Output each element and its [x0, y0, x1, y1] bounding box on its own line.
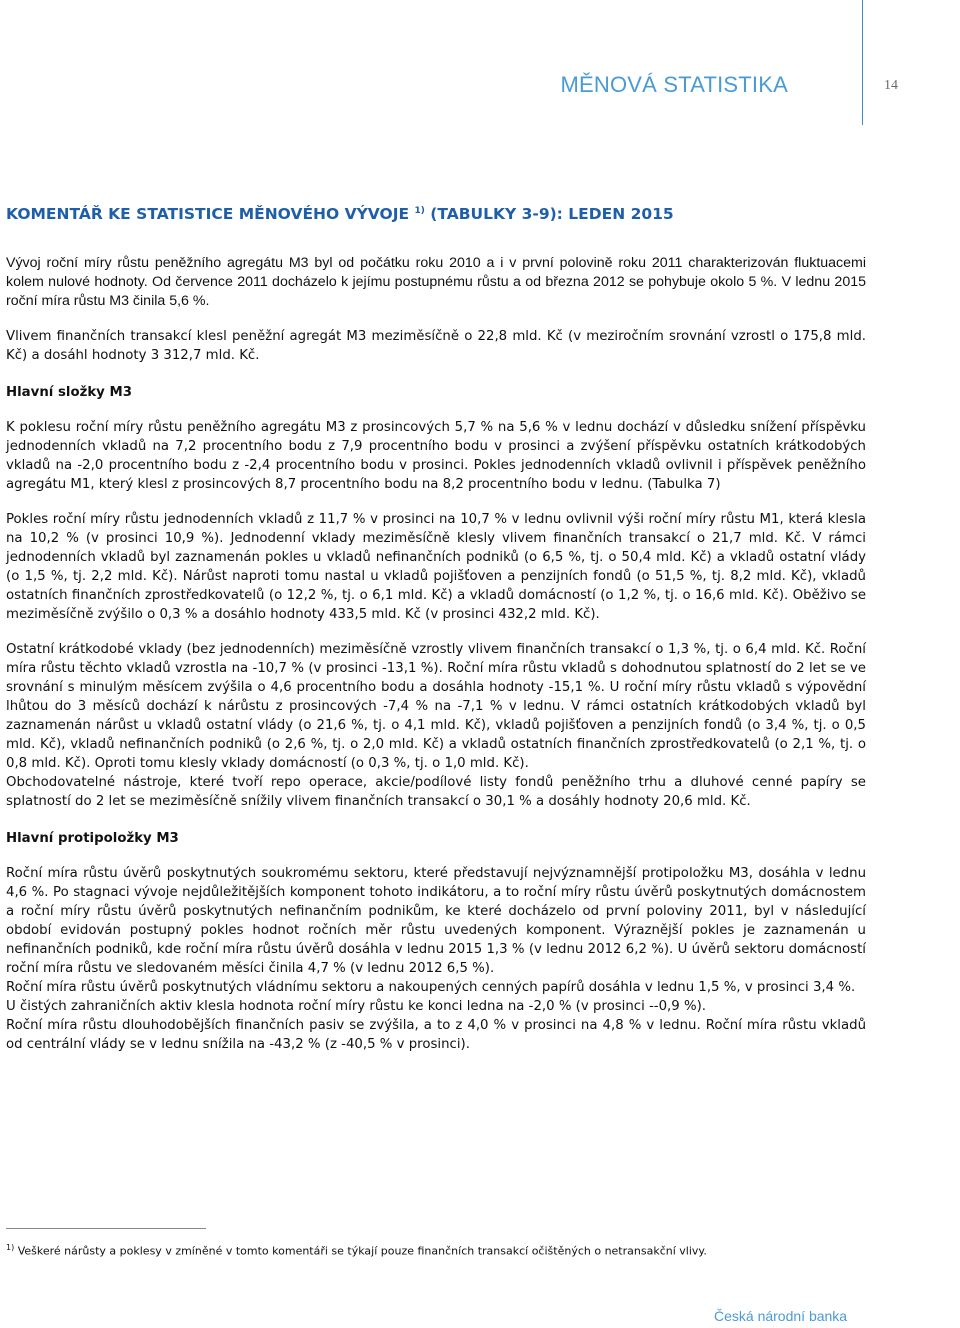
footnote-mark: 1)	[6, 1243, 15, 1252]
counterparts-paragraph-4: Roční míra růstu dlouhodobějších finančních pasiv se zvýšila, a to z 4,0 % v prosinci na 4,8 % v lednu. Roční míra růstu vkladů od centrální vlády se v lednu snížila na -43,2 % (z -40,5 % v prosinci).	[6, 1018, 866, 1052]
m3-paragraph-4: Obchodovatelné nástroje, které tvoří repo operace, akcie/podílové listy fondů peněžního trhu a dluhové cenné papíry se splatností do 2 let se meziměsíčně snížily vlivem finančních transakcí o 30,1 % a dosáhly hodnoty 20,6 mld. Kč.	[6, 775, 866, 809]
footer-brand: Česká národní banka	[714, 1308, 848, 1324]
page-number: 14	[884, 78, 898, 93]
footnote-divider	[6, 1228, 206, 1229]
m3-paragraph-1: K poklesu roční míry růstu peněžního agregátu M3 z prosincových 5,7 % na 5,6 % v lednu dochází v důsledku snížení příspěvku jednodenních vkladů na 7,2 procentního bodu z 7,9 procentního bodu v prosinci a zvýšení příspěvku ostatních krátkodobých vkladů na -2,0 procentního bodu z -2,4 procentního bodu v prosinci. Pokles jednodenních vkladů ovlivnil i příspěvek peněžního agregátu M1, který klesl z prosincových 8,7 procentního bodu na 8,2 procentního bodu v lednu. (Tabulka 7)	[6, 420, 866, 492]
counterparts-paragraph-1: Roční míra růstu úvěrů poskytnutých soukromému sektoru, které představují nejvýznamnější protipoložku M3, dosáhla v lednu 4,6 %. Po stagnaci vývoje nejdůležitějších komponent tohoto indikátoru, a to roční míry růstu úvěrů poskytnutých domácnostem a roční míry růstu úvěrů poskytnutých nefinančním podnikům, ke které docházelo od první poloviny 2011, byl v následující období evidován postupný pokles hodnot ročních měr růstu uvedených komponent. Výraznější pokles je zaznamenán u nefinančních podniků, kde roční míra růstu úvěrů dosáhla v lednu 2015 1,3 % (v lednu 2012 6,2 %). U úvěrů sektoru domácností roční míra růstu ve sledovaném měsíci činila 4,7 % (v lednu 2012 6,5 %).	[6, 866, 866, 976]
heading-footnote-mark: 1)	[414, 205, 425, 216]
intro-paragraph-1: Vývoj roční míry růstu peněžního agregátu M3 byl od počátku roku 2010 a i v první polovině roku 2011 charakterizován fluktuacemi kolem nulové hodnoty. Od července 2011 docházelo k jejímu postupnému růstu a od března 2012 se pohybuje okolo 5 %. V lednu 2015 roční míra růstu M3 činila 5,6 %.	[6, 255, 866, 309]
m3-paragraph-2: Pokles roční míry růstu jednodenních vkladů z 11,7 % v prosinci na 10,7 % v lednu ovlivnil výši roční míry růstu M1, která klesla na 10,2 % (v prosinci 10,9 %). Jednodenní vklady meziměsíčně klesly vlivem finančních transakcí o 21,7 mld. Kč. V rámci jednodenních vkladů byl zaznamenán pokles u vkladů nefinančních podniků (o 6,5 %, tj. o 50,4 mld. Kč) a vkladů ostatní vlády (o 1,5 %, tj. 2,2 mld. Kč). Nárůst naproti tomu nastal u vkladů pojišťoven a penzijních fondů (o 51,5 %, tj. 8,2 mld. Kč), vkladů ostatních finančních zprostředkovatelů (o 12,2 %, tj. o 6,1 mld. Kč) a vkladů domácností (o 1,2 %, tj. o 16,6 mld. Kč). Oběživo se meziměsíčně zvýšilo o 0,3 % a dosáhlo hodnoty 433,5 mld. Kč (v prosinci 432,2 mld. Kč).	[6, 512, 866, 622]
page-header-title: MĚNOVÁ STATISTIKA	[560, 72, 788, 97]
footnote	[6, 1241, 906, 1259]
heading-text-before: KOMENTÁŘ KE STATISTICE MĚNOVÉHO VÝVOJE	[6, 205, 415, 223]
counterparts-paragraph-2: Roční míra růstu úvěrů poskytnutých vládnímu sektoru a nakoupených cenných papírů dosáhla v lednu 1,5 %, v prosinci 3,4 %.	[6, 980, 856, 995]
heading-text-after: (TABULKY 3-9): LEDEN 2015	[424, 205, 674, 223]
section-heading-m3-counterparts: Hlavní protipoložky M3	[6, 831, 179, 846]
counterparts-paragraph-3: U čistých zahraničních aktiv klesla hodnota roční míry růstu ke konci ledna na -2,0 % (v prosinci --0,9 %).	[6, 999, 707, 1014]
footnote-text: Veškeré nárůsty a poklesy v zmíněné v tomto komentáři se týkají pouze finančních transakcí očištěných o netransakční vlivy.	[14, 1244, 707, 1258]
document-heading	[6, 205, 954, 223]
header-vertical-rule	[862, 0, 863, 125]
m3-paragraph-3: Ostatní krátkodobé vklady (bez jednodenních) meziměsíčně vzrostly vlivem finančních transakcí o 1,3 %, tj. o 6,4 mld. Kč. Roční míra růstu těchto vkladů vzrostla na -10,7 % (v prosinci -13,1 %). Roční míra růstu vkladů s dohodnutou splatností do 2 let se ve srovnání s minulým měsícem zvýšila o 4,6 procentního bodu a dosáhla hodnoty -15,1 %. U roční míry růstu vkladů s výpovědní lhůtou do 3 měsíců dochází k nárůstu z prosincových -7,4 % na -7,1 % v lednu. V rámci ostatních krátkodobých vkladů byl zaznamenán nárůst u vkladů ostatní vlády (o 21,6 %, tj. o 4,1 mld. Kč), vkladů pojišťoven a penzijních fondů (o 3,4 %, tj. o 0,5 mld. Kč), vkladů nefinančních podniků (o 2,6 %, tj. o 2,0 mld. Kč) a vkladů ostatních finančních zprostředkovatelů (o 2,1 %, tj. o 0,8 mld. Kč). Oproti tomu klesly vklady domácností (o 0,3 %, tj. o 1,0 mld. Kč).	[6, 642, 866, 771]
intro-paragraph-2: Vlivem finančních transakcí klesl peněžní agregát M3 meziměsíčně o 22,8 mld. Kč (v meziročním srovnání vzrostl o 175,8 mld. Kč) a dosáhl hodnoty 3 312,7 mld. Kč.	[6, 329, 866, 363]
main-content	[6, 254, 866, 1054]
section-heading-m3-components: Hlavní složky M3	[6, 385, 132, 400]
